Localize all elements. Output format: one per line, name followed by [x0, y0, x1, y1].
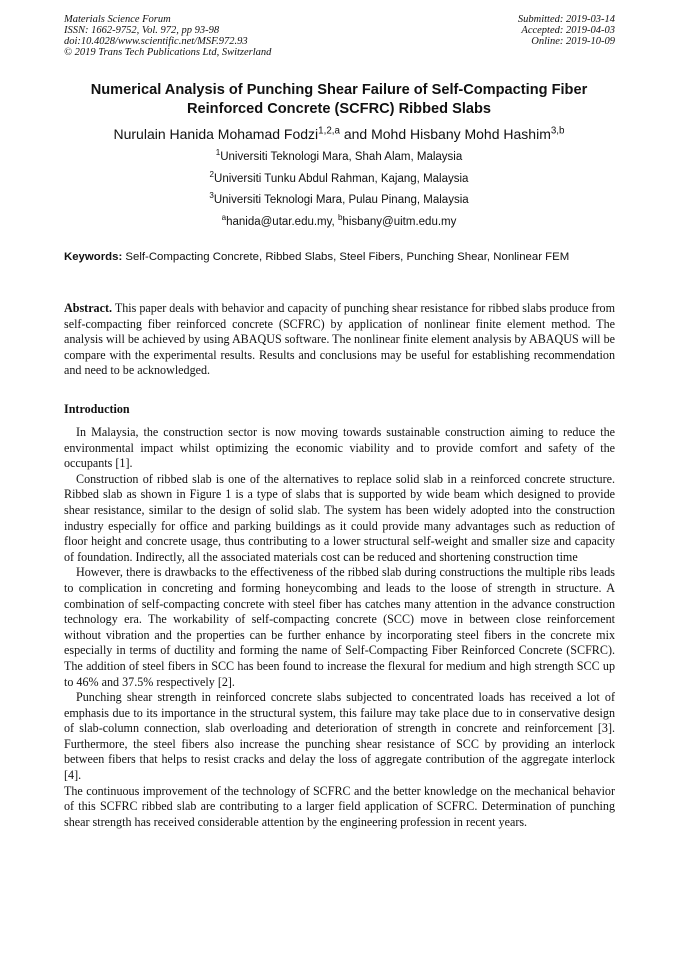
email-a[interactable]: hanida@utar.edu.my, [226, 216, 338, 228]
intro-paragraph-2: Construction of ribbed slab is one of the alternatives to replace solid slab in a reinforced concrete structure. Ribbed slab as shown in Figure 1 is a type of slabs that is supported by wide beam which designed to provide shear resistance, similar to the design of solid slab. The system has been widely adopted into the construction industry especially for office and parking buildings as it could provide many advantages such as reduction of floor height and concrete usage, thus contributing to a lower structural self-weight and smaller size and capacity of foundation. Indirectly, all the associated materials cost can be reduced and shortening construction time [64, 471, 615, 564]
introduction-body [64, 425, 615, 830]
publication-dates [518, 14, 615, 47]
abstract-section [64, 301, 619, 379]
author-2: Mohd Hisbany Mohd Hashim [371, 126, 551, 142]
intro-paragraph-4: Punching shear strength in reinforced concrete slabs subjected to concentrated loads has received a lot of emphasis due to its importance in the structural system, this failure may take place due to in conservative design of slab-column connection, slab overloading and deterioration of strength in concrete and reinforcement [3]. Furthermore, the steel fibers also increase the punching shear resistance of SCC by providing an interlock between fibers that helps to resist cracks and delay the loss of aggregate contribution of the aggregate interlock [4]. [64, 690, 615, 783]
intro-paragraph-5: The continuous improvement of the technology of SCFRC and the better knowledge on the mechanical behavior of this SCFRC ribbed slab are contributing to a larger field application of SCFRC. Determination of punching shear strength has received considerable attention by the engineering profession in recent years. [64, 783, 615, 829]
affiliation-3-text: Universiti Teknologi Mara, Pulau Pinang, Malaysia [213, 194, 469, 206]
journal-info [64, 14, 271, 58]
affiliation-2 [40, 172, 638, 186]
author-2-affiliation-marks: 3,b [550, 125, 565, 137]
author-1: Nurulain Hanida Mohamad Fodzi [113, 126, 319, 142]
email-a-mark: a [221, 213, 227, 223]
online-date: Online: 2019-10-09 [531, 36, 615, 47]
email-b-mark: b [337, 213, 343, 223]
intro-paragraph-3: However, there is drawbacks to the effectiveness of the ribbed slab during constructions the multiple ribs leads to complication in concreting and forming honeycombing and leads to the loose of strength in structure. A combination of self-compacting concrete with steel fiber has catches many attention in the advance construction technology era. The workability of self-compacting concrete (SCC) move in between close reinforcement without vibration and the properties can be further enhance by incorporating steel fibers in the concrete mix especially in terms of ductility and forming the name of Self-Compacting Fiber Reinforced Concrete (SCFRC). The addition of steel fibers in SCC has been found to increase the flexural for medium and high strength SCC up to 46% and 37.5% respectively [2]. [64, 565, 615, 689]
paper-title [40, 81, 638, 119]
introduction-heading: Introduction [64, 402, 130, 416]
author-1-affiliation-marks: 1,2,a [318, 125, 340, 137]
affiliation-1-mark: 1 [215, 148, 221, 158]
affiliation-2-mark: 2 [209, 170, 215, 180]
journal-issn: ISSN: 1662-9752, Vol. 972, pp 93-98 [64, 25, 220, 36]
affiliation-3-mark: 3 [209, 191, 214, 201]
keywords-text: Self-Compacting Concrete, Ribbed Slabs, Steel Fibers, Punching Shear, Nonlinear FEM [122, 251, 570, 263]
journal-copyright: © 2019 Trans Tech Publications Ltd, Switzerland [64, 47, 272, 58]
accepted-date: Accepted: 2019-04-03 [521, 25, 615, 36]
author-emails [40, 215, 638, 229]
journal-doi: doi:10.4028/www.scientific.net/MSF.972.93 [64, 36, 248, 47]
intro-paragraph-1: In Malaysia, the construction sector is now moving towards sustainable construction aiming to reduce the environmental impact whilst optimizing the economic viability and to provide comfort and safety of the occupants [1]. [64, 425, 615, 471]
abstract-label: Abstract. [64, 301, 113, 315]
email-b[interactable]: hisbany@uitm.edu.my [342, 216, 457, 228]
title-line-1: Numerical Analysis of Punching Shear Failure of Self-Compacting Fiber [90, 82, 588, 98]
affiliation-1-text: Universiti Teknologi Mara, Shah Alam, Malaysia [220, 151, 463, 163]
affiliation-1 [40, 150, 638, 164]
affiliation-3 [40, 193, 638, 207]
author-conjunction: and [339, 126, 372, 142]
journal-name: Materials Science Forum [64, 14, 171, 25]
submitted-date: Submitted: 2019-03-14 [517, 14, 615, 25]
title-line-2: Reinforced Concrete (SCFRC) Ribbed Slabs [186, 101, 492, 117]
author-list [40, 125, 638, 143]
keywords-section [64, 250, 615, 264]
abstract-text: This paper deals with behavior and capacity of punching shear resistance for ribbed slabs produce from self-compacting fiber reinforced concrete (SCFRC) by application of nonlinear finite element method. The analysis will be achieved by using ABAQUS software. The nonlinear finite element analysis by ABAQUS will be compare with the experimental results. Results and conclusions may be useful for establishing recommendation and need to be acknowledged. [64, 301, 619, 378]
keywords-label: Keywords: [64, 251, 123, 263]
affiliation-2-text: Universiti Tunku Abdul Rahman, Kajang, Malaysia [214, 173, 469, 185]
